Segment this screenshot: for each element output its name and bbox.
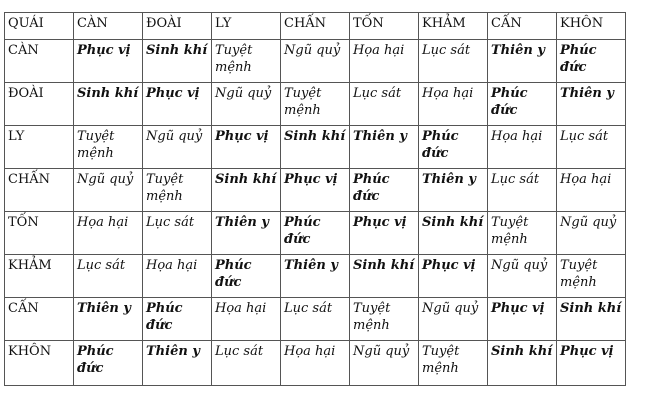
bat-trach-table	[4, 12, 626, 386]
table-cell: Lục sát	[212, 341, 281, 386]
header-cell: LY	[212, 13, 281, 40]
table-cell: Ngũ quỷ	[212, 83, 281, 126]
table-cell: Phục vị	[488, 298, 557, 341]
table-cell: Họa hại	[557, 169, 626, 212]
table-cell: Phục vị	[419, 255, 488, 298]
header-row	[5, 13, 626, 40]
table-cell: Phục vị	[557, 341, 626, 386]
table-cell: Tuyệt mệnh	[74, 126, 143, 169]
table-row	[5, 212, 626, 255]
table-cell: Tuyệt mệnh	[281, 83, 350, 126]
row-label-cell: KHẢM	[5, 255, 74, 298]
table-row	[5, 40, 626, 83]
table-cell: Ngũ quỷ	[419, 298, 488, 341]
row-label-cell: TỐN	[5, 212, 74, 255]
table-cell: Phúc đức	[557, 40, 626, 83]
table-cell: Lục sát	[143, 212, 212, 255]
table-cell: Tuyệt mệnh	[350, 298, 419, 341]
table-row	[5, 298, 626, 341]
table-cell: Phúc đức	[143, 298, 212, 341]
row-label-cell: LY	[5, 126, 74, 169]
table-cell: Thiên y	[74, 298, 143, 341]
table-cell: Tuyệt mệnh	[212, 40, 281, 83]
table-cell: Sinh khí	[488, 341, 557, 386]
table-cell: Phục vị	[143, 83, 212, 126]
row-label-cell: CHẤN	[5, 169, 74, 212]
row-label-cell: ĐOÀI	[5, 83, 74, 126]
table-cell: Ngũ quỷ	[488, 255, 557, 298]
header-cell: QUÁI	[5, 13, 74, 40]
table-cell: Phúc đức	[350, 169, 419, 212]
table-row	[5, 255, 626, 298]
table-cell: Phúc đức	[419, 126, 488, 169]
table-cell: Họa hại	[419, 83, 488, 126]
table-cell: Họa hại	[350, 40, 419, 83]
table-cell: Phục vị	[350, 212, 419, 255]
table-row	[5, 83, 626, 126]
table-cell: Lục sát	[419, 40, 488, 83]
table-cell: Lục sát	[350, 83, 419, 126]
table-cell: Sinh khí	[74, 83, 143, 126]
table-cell: Họa hại	[74, 212, 143, 255]
table-row	[5, 169, 626, 212]
table-row	[5, 341, 626, 386]
table-cell: Phục vị	[281, 169, 350, 212]
table-cell: Thiên y	[419, 169, 488, 212]
table-cell: Sinh khí	[143, 40, 212, 83]
table-cell: Phúc đức	[212, 255, 281, 298]
table-cell: Ngũ quỷ	[557, 212, 626, 255]
table-cell: Sinh khí	[212, 169, 281, 212]
table-cell: Sinh khí	[557, 298, 626, 341]
table-cell: Tuyệt mệnh	[557, 255, 626, 298]
table-cell: Ngũ quỷ	[74, 169, 143, 212]
table-cell: Thiên y	[557, 83, 626, 126]
header-cell: CÀN	[74, 13, 143, 40]
bat-trach-table-container	[4, 12, 626, 386]
table-cell: Họa hại	[488, 126, 557, 169]
table-cell: Sinh khí	[281, 126, 350, 169]
table-cell: Họa hại	[281, 341, 350, 386]
table-cell: Thiên y	[281, 255, 350, 298]
table-cell: Lục sát	[557, 126, 626, 169]
table-cell: Ngũ quỷ	[281, 40, 350, 83]
table-cell: Ngũ quỷ	[350, 341, 419, 386]
row-label-cell: CÀN	[5, 40, 74, 83]
table-cell: Phúc đức	[281, 212, 350, 255]
table-cell: Phúc đức	[74, 341, 143, 386]
table-cell: Thiên y	[350, 126, 419, 169]
table-cell: Thiên y	[488, 40, 557, 83]
table-cell: Phúc đức	[488, 83, 557, 126]
table-cell: Phục vị	[212, 126, 281, 169]
row-label-cell: CẤN	[5, 298, 74, 341]
table-cell: Lục sát	[488, 169, 557, 212]
header-cell: KHẢM	[419, 13, 488, 40]
table-cell: Tuyệt mệnh	[488, 212, 557, 255]
table-cell: Sinh khí	[350, 255, 419, 298]
table-cell: Lục sát	[281, 298, 350, 341]
table-cell: Ngũ quỷ	[143, 126, 212, 169]
header-cell: KHÔN	[557, 13, 626, 40]
table-cell: Tuyệt mệnh	[143, 169, 212, 212]
header-cell: TỐN	[350, 13, 419, 40]
table-cell: Họa hại	[143, 255, 212, 298]
table-row	[5, 126, 626, 169]
table-cell: Tuyệt mệnh	[419, 341, 488, 386]
table-cell: Lục sát	[74, 255, 143, 298]
table-cell: Phục vị	[74, 40, 143, 83]
header-cell: ĐOÀI	[143, 13, 212, 40]
header-cell: CẤN	[488, 13, 557, 40]
table-cell: Thiên y	[212, 212, 281, 255]
row-label-cell: KHÔN	[5, 341, 74, 386]
table-cell: Sinh khí	[419, 212, 488, 255]
header-cell: CHẤN	[281, 13, 350, 40]
table-cell: Thiên y	[143, 341, 212, 386]
table-cell: Họa hại	[212, 298, 281, 341]
